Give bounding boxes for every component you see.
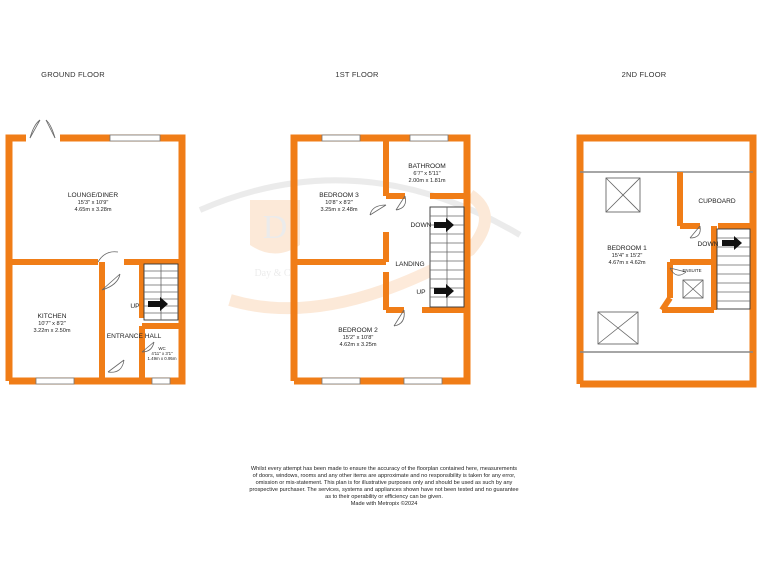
bedroom2-name: BEDROOM 2 — [338, 327, 378, 334]
second-floor-plan — [580, 138, 753, 384]
lounge-dim-imperial: 15'3" x 10'9" — [77, 200, 109, 206]
watermark — [200, 180, 520, 308]
disclaimer-line: omission or mis-statement. This plan is for illustrative purposes only and should be used as such by any — [255, 480, 513, 486]
wc-dim-imperial: 4'11" x 3'1" — [151, 351, 173, 356]
first-floor-plan — [294, 135, 467, 384]
bedroom2-window-1 — [322, 378, 360, 384]
second-floor-stairs — [717, 229, 750, 309]
wc-window — [152, 378, 170, 384]
landing-name: LANDING — [395, 261, 425, 268]
disclaimer-line: prospective purchaser. The services, systems and appliances shown have not been tested and no guarantee — [249, 487, 519, 493]
ground-stairs — [144, 264, 178, 320]
cupboard-name: CUPBOARD — [698, 198, 736, 205]
bathroom-dim-imperial: 6'7" x 5'11" — [413, 171, 441, 177]
kitchen-dim-imperial: 10'7" x 8'2" — [38, 321, 66, 327]
stairs-down-label: DOWN — [410, 222, 432, 229]
front-door-icon — [108, 360, 124, 372]
kitchen-dim-metric: 3.22m x 2.50m — [33, 328, 71, 334]
bedroom3-door-icon — [370, 205, 386, 215]
bedroom3-dim-imperial: 10'8" x 8'2" — [325, 200, 353, 206]
bedroom3-name: BEDROOM 3 — [319, 192, 359, 199]
disclaimer — [224, 466, 544, 508]
made-with-credit: Made with Metropix ©2024 — [350, 501, 418, 507]
bedroom3-dim-metric: 3.25m x 2.48m — [320, 207, 358, 213]
bedroom3-window — [322, 135, 360, 141]
bathroom-window — [410, 135, 448, 141]
stairs-down-label-2f: DOWN — [697, 241, 719, 248]
bathroom-dim-metric: 2.00m x 1.81m — [408, 178, 446, 184]
ground-floor-label: GROUND FLOOR — [41, 70, 105, 79]
bedroom2-dim-metric: 4.62m x 3.25m — [339, 342, 377, 348]
first-floor-stairs — [430, 207, 464, 307]
lounge-dim-metric: 4.65m x 3.28m — [74, 207, 112, 213]
bedroom1-name: BEDROOM 1 — [607, 245, 647, 252]
bathroom-name: BATHROOM — [408, 163, 446, 170]
watermark-brand: Day & Co — [254, 268, 296, 279]
lounge-name: LOUNGE/DINER — [67, 192, 119, 199]
wc-name: WC — [158, 346, 166, 351]
ground-floor-plan — [9, 120, 182, 384]
kitchen-name: KITCHEN — [37, 313, 67, 320]
stairs-up-label-1f: UP — [416, 289, 426, 296]
second-floor-label: 2ND FLOOR — [621, 70, 667, 79]
bedroom1-dim-imperial: 15'4" x 15'2" — [611, 253, 643, 259]
stairs-up-label: UP — [130, 303, 140, 310]
bedroom1-dim-metric: 4.67m x 4.62m — [608, 260, 646, 266]
watermark-monogram: D — [262, 209, 288, 246]
disclaimer-line: of doors, windows, rooms and any other items are approximate and no responsibility is taken for any error, — [252, 473, 516, 479]
entrance-hall-name: ENTRANCE HALL — [106, 333, 162, 340]
bedroom2-dim-imperial: 15'2" x 10'8" — [342, 335, 374, 341]
kitchen-window — [36, 378, 74, 384]
ensuite-skylight-icon — [683, 280, 703, 298]
disclaimer-line: as to their operability or efficiency can be given. — [325, 494, 443, 500]
disclaimer-line: Whilst every attempt has been made to ensure the accuracy of the floorplan contained here, measurements — [250, 466, 518, 472]
wc-dim-metric: 1.49m x 0.95m — [147, 356, 177, 361]
bedroom2-window-2 — [404, 378, 442, 384]
skylight-icon — [606, 178, 640, 212]
lounge-door-icon — [98, 252, 118, 262]
first-floor-label: 1ST FLOOR — [335, 70, 379, 79]
lounge-window — [110, 135, 160, 141]
skylight-icon-2 — [598, 312, 638, 344]
ensuite-name: ENSUITE — [682, 268, 702, 273]
